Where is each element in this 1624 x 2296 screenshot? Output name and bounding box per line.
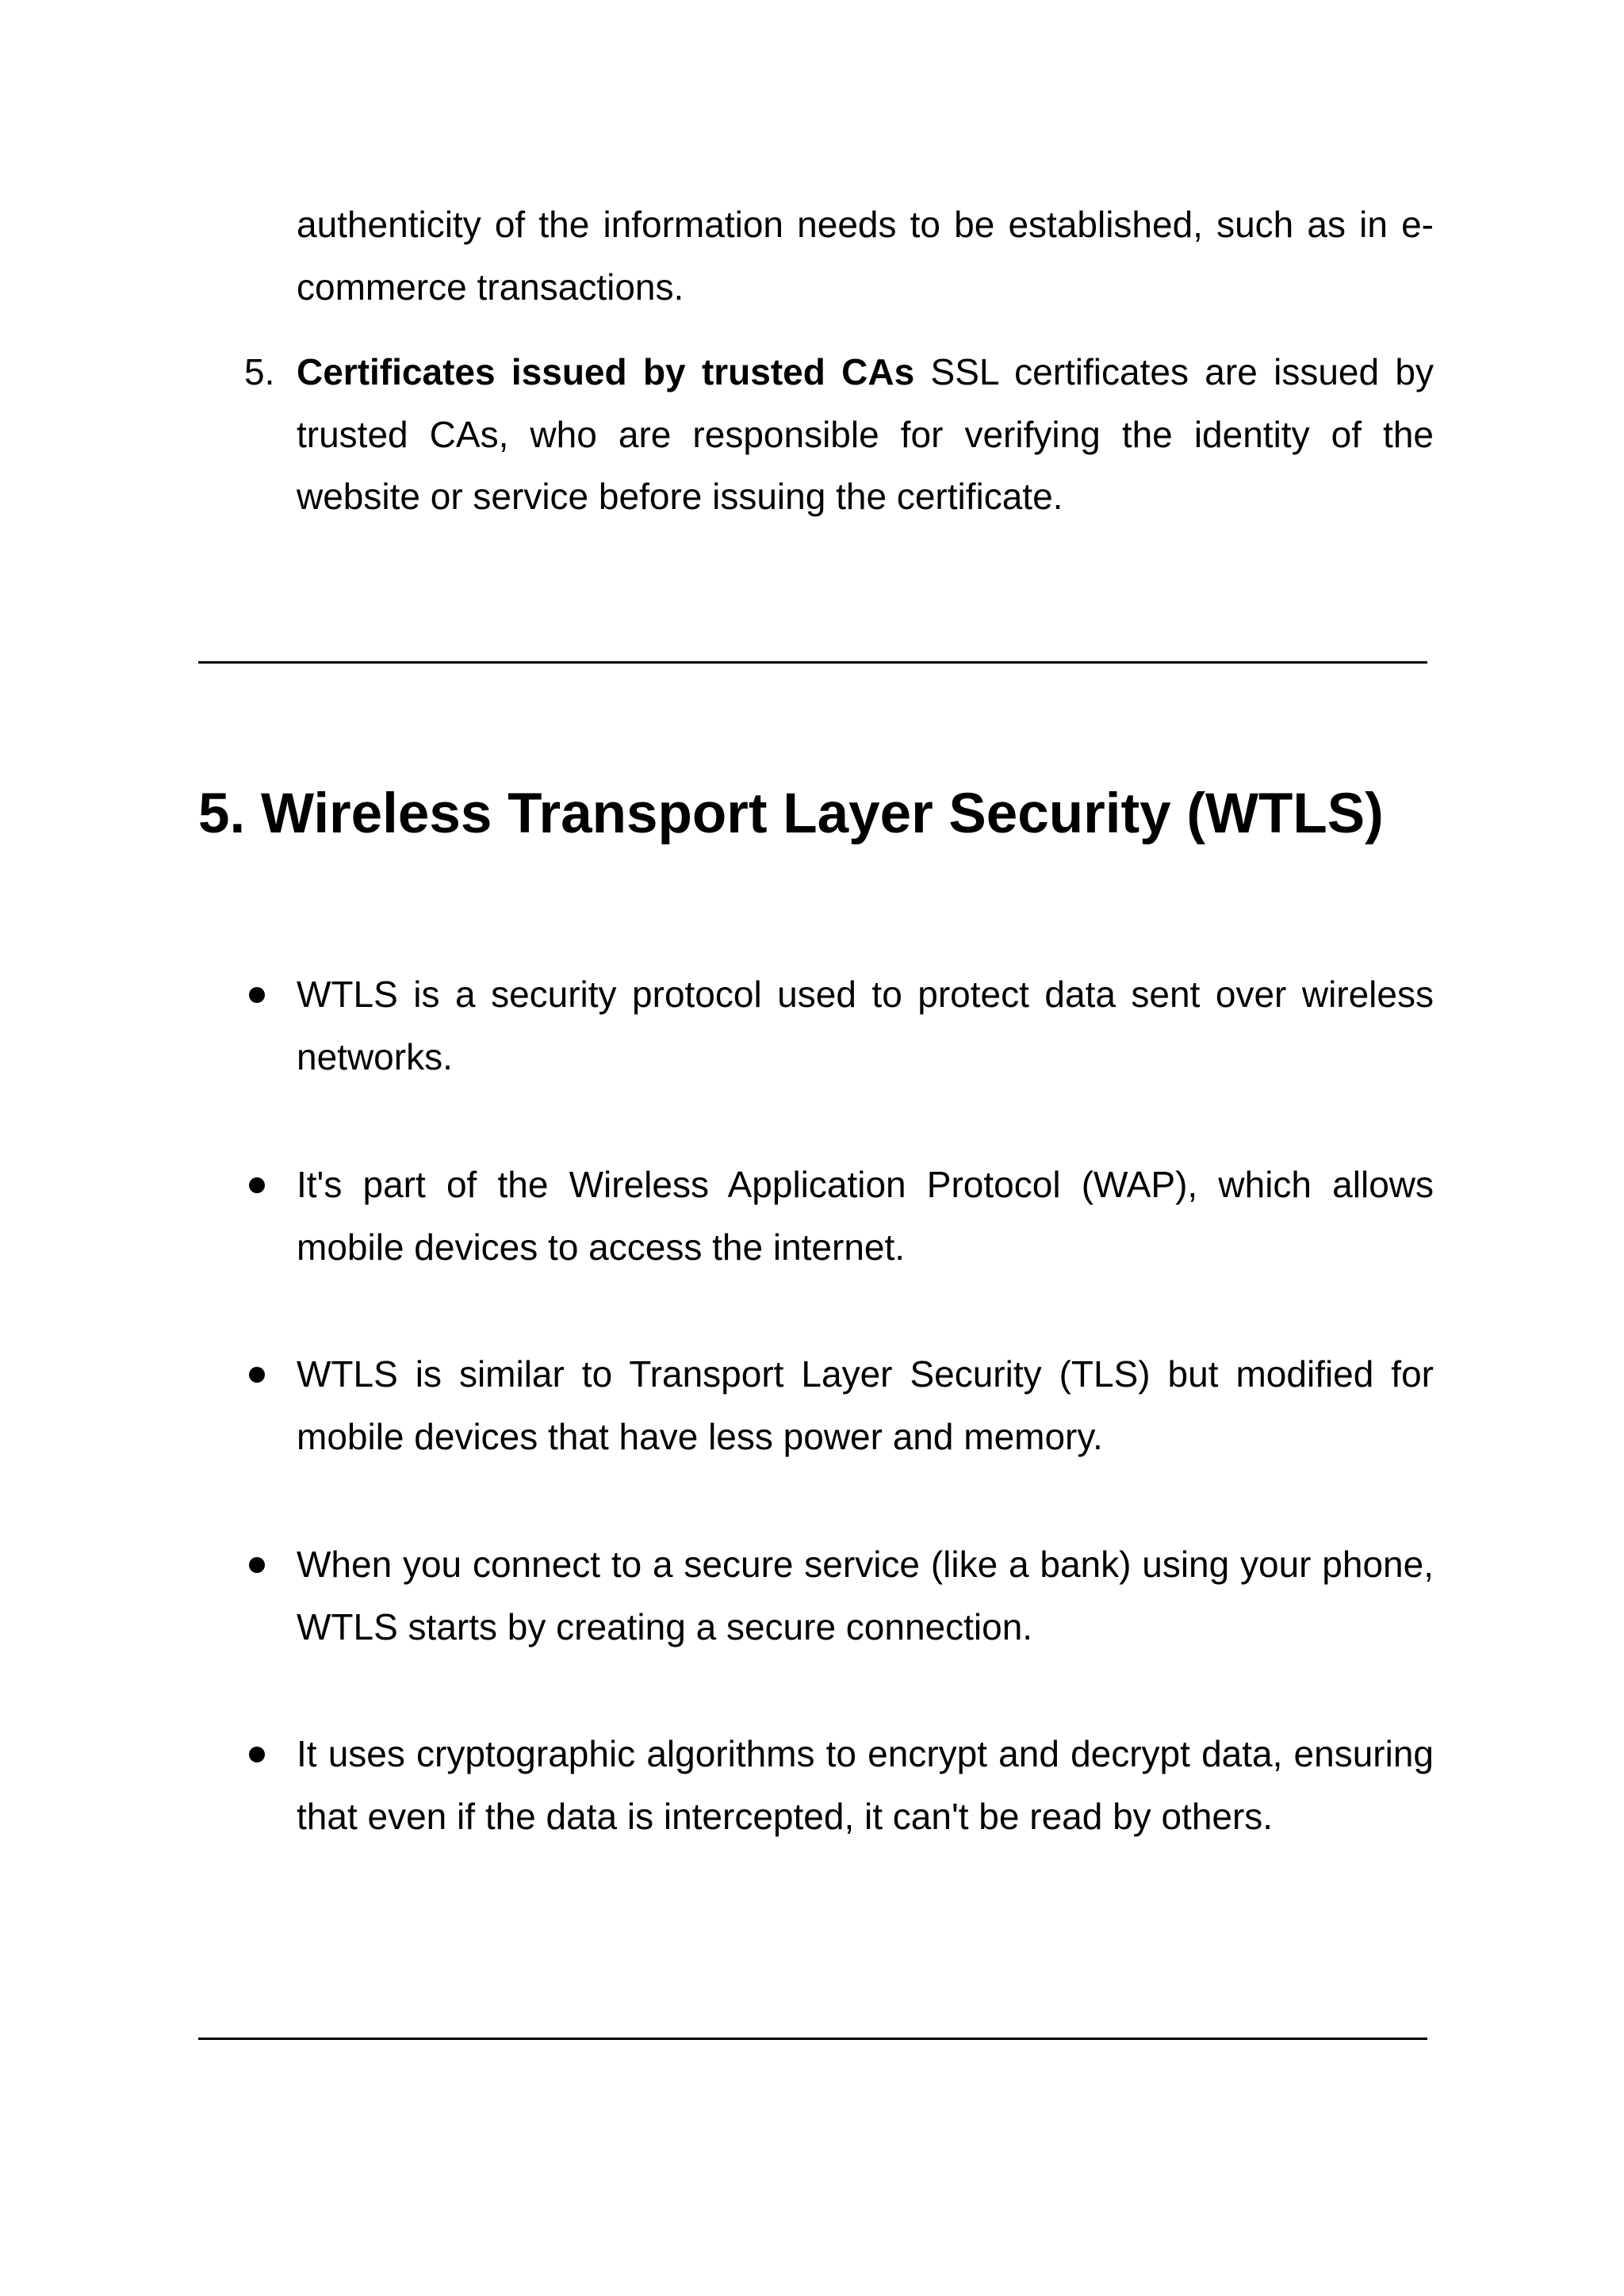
horizontal-divider [198,2038,1427,2040]
numbered-list-item [297,341,1434,528]
bullet-icon [249,1747,265,1762]
bullet-icon [249,1177,265,1193]
section-heading: 5. Wireless Transport Layer Security (WTLS) [198,783,1384,845]
bullet-text: It's part of the Wireless Application Protocol (WAP), which allows mobile devices to access the internet. [297,1164,1434,1268]
list-number: 5. [244,351,275,392]
continuation-paragraph: authenticity of the information needs to be established, such as in e-commerce transactions. [297,204,1434,308]
bullet-icon [249,1557,265,1573]
bullet-icon [249,1367,265,1383]
bullet-text: WTLS is similar to Transport Layer Security (TLS) but modified for mobile devices that have less power and memory. [297,1353,1434,1457]
bullet-text: When you connect to a secure service (like a bank) using your phone, WTLS starts by creating a secure connection. [297,1544,1434,1647]
horizontal-divider [198,661,1427,664]
bullet-text: It uses cryptographic algorithms to encrypt and decrypt data, ensuring that even if the data is intercepted, it can't be read by others. [297,1733,1434,1837]
list-item-text: SSL certificates are issued by trusted CAs, who are responsible for verifying the identity of the website or service before issuing the certificate. [297,351,1434,517]
bullet-text: WTLS is a security protocol used to protect data sent over wireless networks. [297,974,1434,1077]
bullet-icon [249,987,265,1003]
list-item-bold-lead: Certificates issued by trusted CAs [297,351,915,392]
